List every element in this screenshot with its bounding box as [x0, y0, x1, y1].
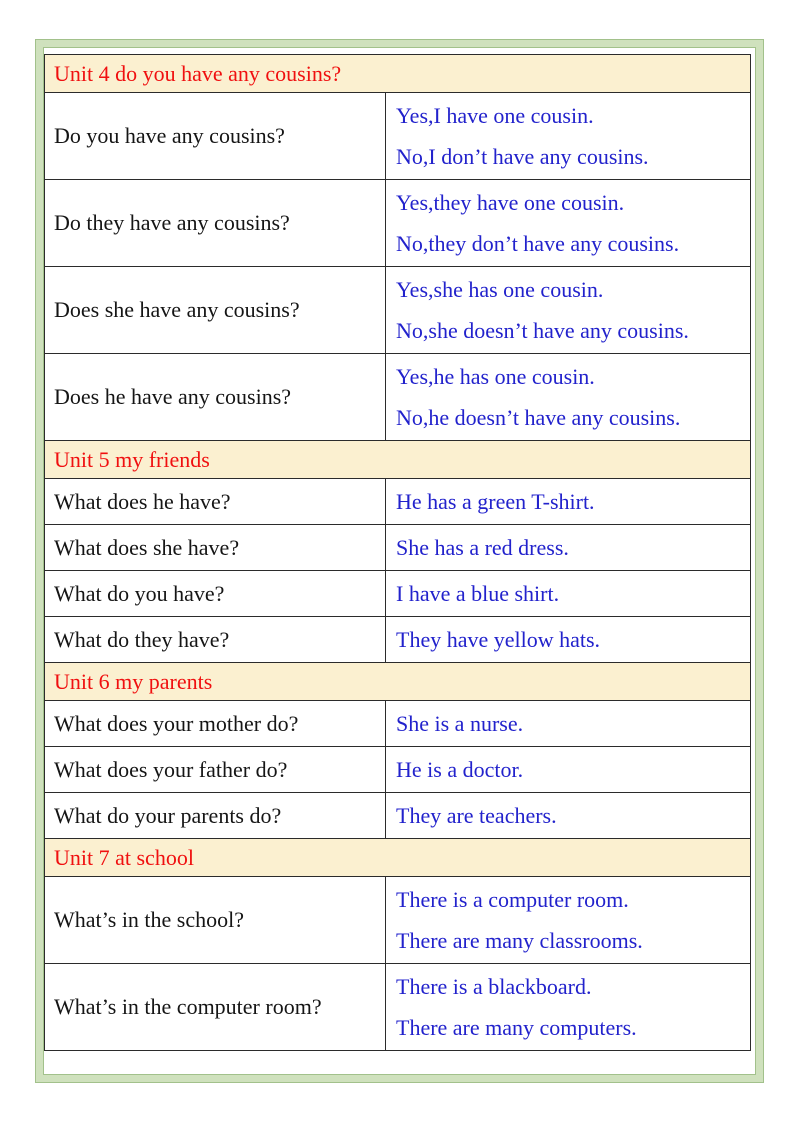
qa-row [45, 525, 751, 571]
qa-row [45, 747, 751, 793]
answer-line: There is a computer room. [396, 887, 629, 912]
answer-cell [386, 617, 751, 663]
answer-cell [386, 525, 751, 571]
answer-cell [386, 964, 751, 1051]
qa-row [45, 180, 751, 267]
answer-cell [386, 180, 751, 267]
answer-line: They are teachers. [396, 803, 557, 828]
qa-row [45, 571, 751, 617]
green-art-border-frame [36, 40, 763, 1082]
answer-line: Yes,they have one cousin. [396, 190, 625, 215]
answer-cell [386, 354, 751, 441]
answer-line: Yes,he has one cousin. [396, 364, 595, 389]
answer-cell [386, 747, 751, 793]
question-cell: What do your parents do? [45, 793, 386, 839]
answer-line: There are many classrooms. [396, 928, 643, 953]
question-cell: What does your father do? [45, 747, 386, 793]
unit-title: Unit 4 do you have any cousins? [45, 55, 751, 93]
qa-row [45, 93, 751, 180]
question-cell: Does he have any cousins? [45, 354, 386, 441]
qa-row [45, 793, 751, 839]
answer-line: Yes,she has one cousin. [396, 277, 604, 302]
unit-header-row [45, 839, 751, 877]
answer-line: No,I don’t have any cousins. [396, 144, 649, 169]
qa-row [45, 354, 751, 441]
answer-line: He has a green T-shirt. [396, 489, 595, 514]
answer-line: They have yellow hats. [396, 627, 601, 652]
qa-row [45, 877, 751, 964]
answer-line: Yes,I have one cousin. [396, 103, 594, 128]
answer-cell [386, 571, 751, 617]
unit-header-row [45, 55, 751, 93]
answer-line: There is a blackboard. [396, 974, 592, 999]
question-cell: What does your mother do? [45, 701, 386, 747]
answer-cell [386, 877, 751, 964]
unit-title: Unit 5 my friends [45, 441, 751, 479]
question-cell: What does she have? [45, 525, 386, 571]
question-cell: What’s in the computer room? [45, 964, 386, 1051]
qa-row [45, 267, 751, 354]
answer-line: No,he doesn’t have any cousins. [396, 405, 681, 430]
qa-row [45, 617, 751, 663]
answer-cell [386, 479, 751, 525]
answer-cell [386, 701, 751, 747]
question-cell: What’s in the school? [45, 877, 386, 964]
question-cell: Do they have any cousins? [45, 180, 386, 267]
answer-line: She is a nurse. [396, 711, 524, 736]
question-cell: Does she have any cousins? [45, 267, 386, 354]
answer-line: No,she doesn’t have any cousins. [396, 318, 689, 343]
answer-line: He is a doctor. [396, 757, 524, 782]
answer-line: There are many computers. [396, 1015, 637, 1040]
answer-line: She has a red dress. [396, 535, 569, 560]
unit-header-row [45, 663, 751, 701]
qa-row [45, 964, 751, 1051]
question-cell: What does he have? [45, 479, 386, 525]
answer-cell [386, 267, 751, 354]
unit-title: Unit 7 at school [45, 839, 751, 877]
qa-table [44, 54, 751, 1051]
qa-row [45, 701, 751, 747]
question-cell: What do you have? [45, 571, 386, 617]
answer-cell [386, 793, 751, 839]
unit-title: Unit 6 my parents [45, 663, 751, 701]
answer-line: No,they don’t have any cousins. [396, 231, 680, 256]
qa-row [45, 479, 751, 525]
answer-cell [386, 93, 751, 180]
answer-line: I have a blue shirt. [396, 581, 560, 606]
unit-header-row [45, 441, 751, 479]
question-cell: Do you have any cousins? [45, 93, 386, 180]
question-cell: What do they have? [45, 617, 386, 663]
qa-table-body [45, 55, 751, 1051]
